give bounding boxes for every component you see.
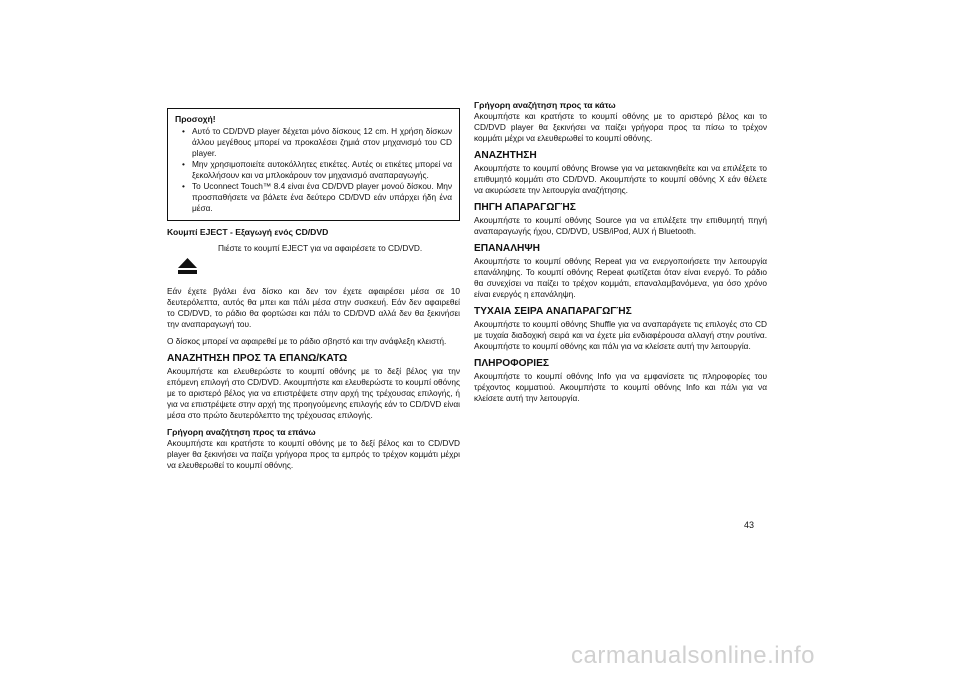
seek-text: Ακουμπήστε και ελευθερώστε το κουμπί οθόνης με το δεξί βέλος για την επόμενη επιλογή στο CD/DVD. Ακουμπήστε και ελευθερώστε το κουμπί οθόνης με το αριστερό βέλος για να επιστρέψετε στην αρχή της τρέχουσας επιλογής, ή για να επιστρέψετε στην αρχή της προηγούμενης επιλογής εάν το CD/DVD είναι μέσα στο πρώτο δευτερόλεπτο της τρέχουσας επιλογής. bbox=[167, 366, 460, 420]
fast-forward-heading: Γρήγορη αναζήτηση προς τα επάνω bbox=[167, 427, 316, 437]
info-text: Ακουμπήστε το κουμπί οθόνης Info για να εμφανίσετε τις πληροφορίες του τρέχοντος κομματιού. Ακουμπήστε το κουμπί οθόνης Info και πάλι για να κλείσετε αυτή την λειτουργία. bbox=[474, 371, 767, 403]
caution-box bbox=[167, 108, 460, 221]
page-number: 43 bbox=[744, 520, 755, 530]
fast-rewind-heading: Γρήγορη αναζήτηση προς τα κάτω bbox=[474, 100, 616, 110]
source-heading: ΠΗΓΗ ΑΠΑΡΑΓΩΓΉΣ bbox=[474, 202, 576, 213]
repeat-text: Ακουμπήστε το κουμπί οθόνης Repeat για να ενεργοποιήσετε την λειτουργία επανάληψης. Το κουμπί οθόνης Repeat φωτίζεται όταν είναι ενεργό. Το ράδιο θα συνεχίσει να παίζει το τρέχον κομμάτι, επαναλαμβανόμενα, για όσο χρόνο είναι ενεργός η επανάληψη. bbox=[474, 256, 767, 299]
eject-icon bbox=[178, 258, 197, 274]
repeat-heading: ΕΠΑΝΑΛΗΨΗ bbox=[474, 243, 540, 254]
browse-heading: ΑΝΑΖΗΤΗΣΗ bbox=[474, 150, 537, 161]
caution-item: • Το Uconnect Touch™ 8.4 είναι ένα CD/DVD player μονού δίσκου. Μην προσπαθήσετε να βάλετε ένα δεύτερο CD/DVD εάν υπάρχει ήδη ένα μέσα. bbox=[183, 181, 452, 214]
eject-instruction: Πιέστε το κουμπί EJECT για να αφαιρέσετε το CD/DVD. bbox=[218, 243, 423, 253]
caution-item: • Αυτό το CD/DVD player δέχεται μόνο δίσκους 12 cm. Η χρήση δίσκων άλλου μεγέθους μπορεί να προκαλέσει ζημιά στον μηχανισμό του CD player. bbox=[183, 126, 452, 159]
fast-rewind-text: Ακουμπήστε και κρατήστε το κουμπί οθόνης με το αριστερό βέλος και το CD/DVD player θα ξεκινήσει να παίζει γρήγορα προς τα πίσω το τρέχον κομμάτι μέχρι να ελευθερωθεί το κουμπί οθόνης. bbox=[474, 111, 767, 143]
fast-forward-text: Ακουμπήστε και κρατήστε το κουμπί οθόνης με το δεξί βέλος και το CD/DVD player θα ξεκινήσει να παίζει γρήγορα προς τα εμπρός το τρέχον κομμάτι μέχρι να ελευθερωθεί το κουμπί οθόνης. bbox=[167, 438, 460, 470]
caution-title: Προσοχή! bbox=[175, 114, 216, 124]
browse-text: Ακουμπήστε το κουμπί οθόνης Browse για να μετακινηθείτε και να επιλέξετε το επιθυμητό κομμάτι στο CD/DVD. Ακουμπήστε το κουμπί οθόνης X εάν θέλετε να ακυρώσετε την λειτουργία αναζήτησης. bbox=[474, 163, 767, 195]
info-heading: ΠΛΗΡΟΦΟΡΙΕΣ bbox=[474, 358, 550, 369]
source-text: Ακουμπήστε το κουμπί οθόνης Source για να επιλέξετε την επιθυμητή πηγή αναπαραγωγής ήχου, CD/DVD, USB/iPod, AUX ή Bluetooth. bbox=[474, 215, 767, 236]
seek-heading: ΑΝΑΖΗΤΗΣΗ ΠΡΟΣ ΤΑ ΕΠΑΝΩ/ΚΑΤΩ bbox=[167, 353, 348, 364]
shuffle-text: Ακουμπήστε το κουμπί οθόνης Shuffle για να αναπαράγετε τις επιλογές στο CD με τυχαία διαδοχική σειρά και να έχετε μία ενδιαφέρουσα αλλαγή στην ρουτίνα. Ακουμπήστε το κουμπί οθόνης και πάλι για να κλείσετε αυτή την λειτουργία. bbox=[474, 319, 767, 351]
eject-row bbox=[167, 242, 460, 286]
eject-heading: Κουμπί EJECT - Εξαγωγή ενός CD/DVD bbox=[167, 227, 329, 237]
shuffle-heading: ΤΥΧΑΙΑ ΣΕΙΡΑ ΑΝΑΠΑΡΑΓΩΓΉΣ bbox=[474, 306, 632, 317]
caution-item: • Μην χρησιμοποιείτε αυτοκόλλητες ετικέτες. Αυτές οι ετικέτες μπορεί να ξεκολλήσουν και να μπλοκάρουν τον μηχανισμό αναπαραγωγής. bbox=[183, 159, 452, 181]
caution-list bbox=[175, 126, 452, 214]
eject-ignition-paragraph: Ο δίσκος μπορεί να αφαιρεθεί με το ράδιο σβηστό και την ανάφλεξη κλειστή. bbox=[167, 336, 447, 346]
right-column bbox=[474, 100, 767, 410]
watermark: carmanualsonline.info bbox=[571, 642, 815, 669]
left-column bbox=[167, 100, 460, 477]
eject-timeout-paragraph: Εάν έχετε βγάλει ένα δίσκο και δεν τον έχετε αφαιρέσει μέσα σε 10 δευτερόλεπτα, αυτός θα μπει και πάλι μέσα στην συσκευή. Εάν δεν αφαιρεθεί το CD/DVD, το ράδιο θα φορτώσει και πάλι το CD/DVD αλλά δεν θα ξεκινήσει την αναπαραγωγή του. bbox=[167, 286, 460, 329]
